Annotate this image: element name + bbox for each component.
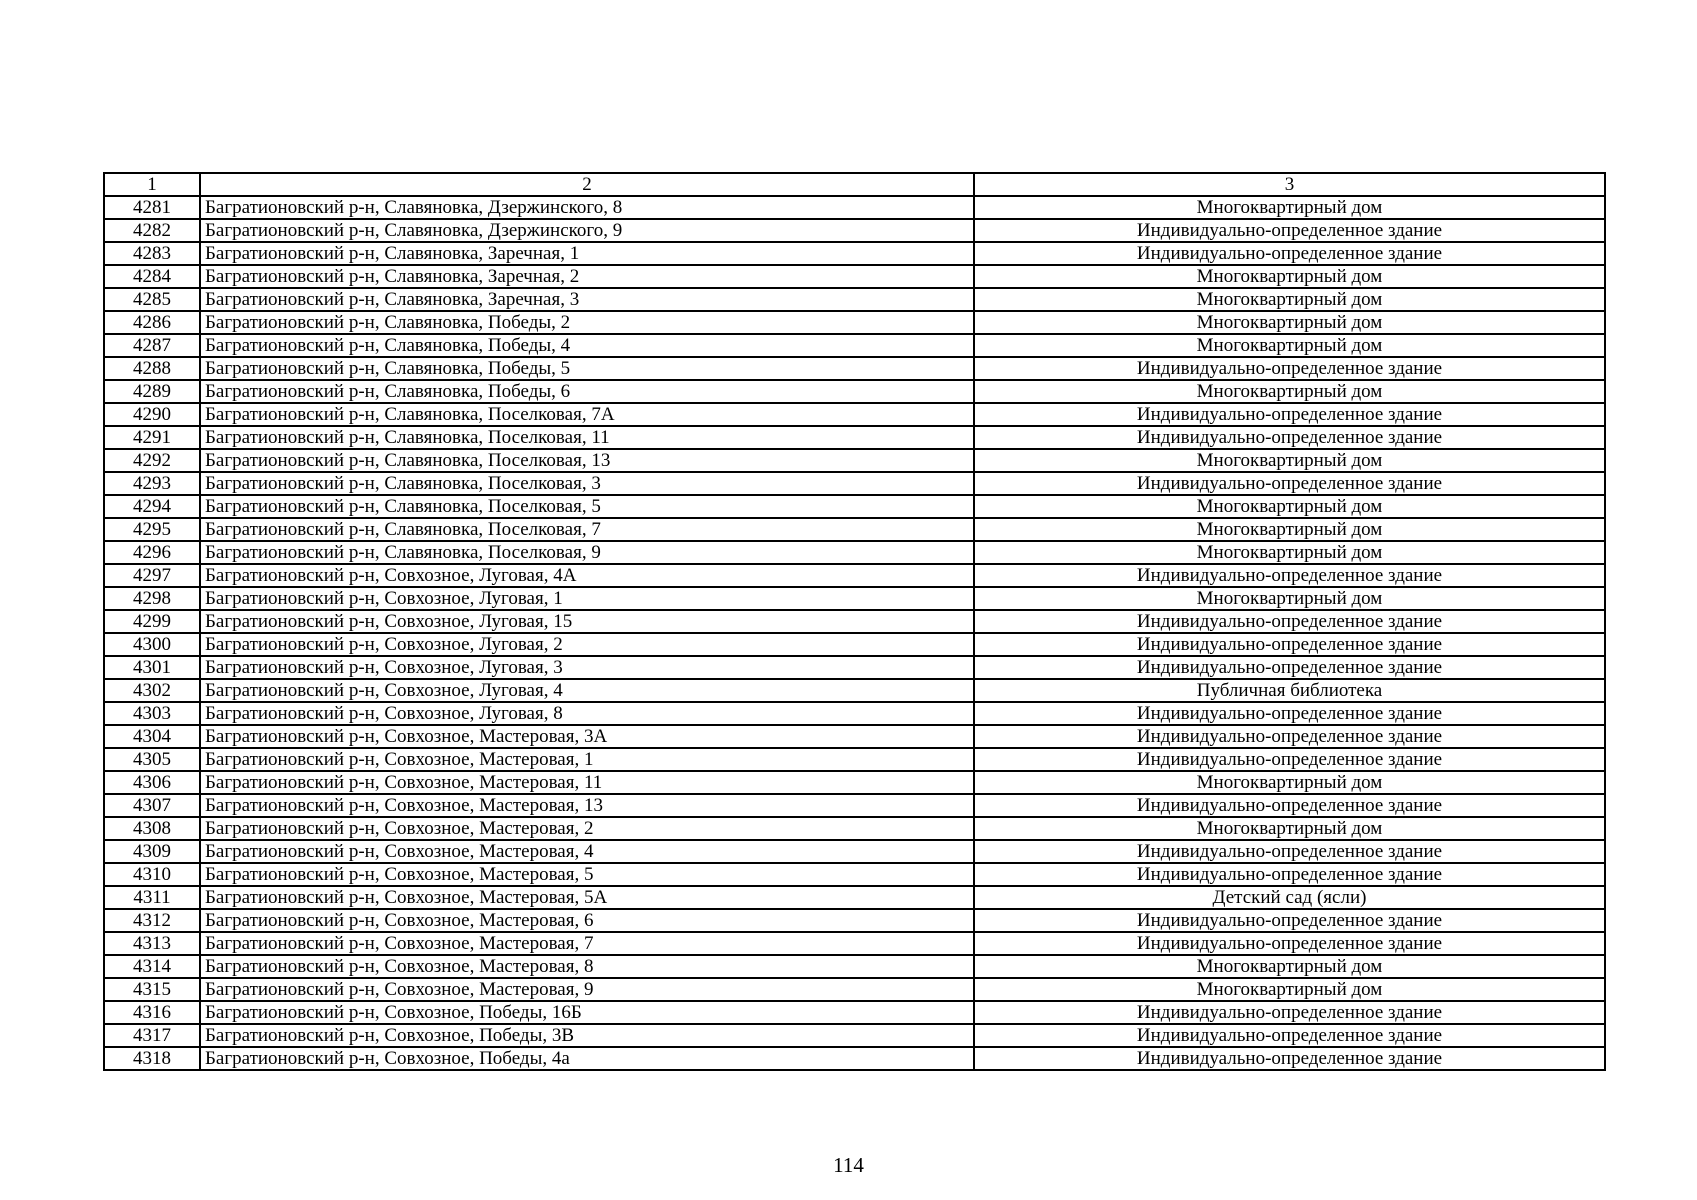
row-object-type: Индивидуально-определенное здание — [974, 909, 1605, 932]
table-row — [104, 656, 1605, 679]
row-number: 4290 — [104, 403, 200, 426]
table-row — [104, 403, 1605, 426]
row-object-type: Многоквартирный дом — [974, 541, 1605, 564]
table-body — [104, 196, 1605, 1070]
row-number: 4285 — [104, 288, 200, 311]
row-number: 4301 — [104, 656, 200, 679]
row-number: 4292 — [104, 449, 200, 472]
row-address: Багратионовский р-н, Совхозное, Луговая, 15 — [200, 610, 974, 633]
table-row — [104, 334, 1605, 357]
table-row — [104, 380, 1605, 403]
row-address: Багратионовский р-н, Славяновка, Дзержинского, 8 — [200, 196, 974, 219]
table-row — [104, 725, 1605, 748]
table-row — [104, 610, 1605, 633]
row-number: 4302 — [104, 679, 200, 702]
row-address: Багратионовский р-н, Славяновка, Победы, 4 — [200, 334, 974, 357]
row-object-type: Индивидуально-определенное здание — [974, 863, 1605, 886]
table-row — [104, 242, 1605, 265]
row-number: 4282 — [104, 219, 200, 242]
row-object-type: Многоквартирный дом — [974, 955, 1605, 978]
table-row — [104, 1047, 1605, 1070]
row-object-type: Многоквартирный дом — [974, 587, 1605, 610]
header-row — [104, 173, 1605, 196]
row-number: 4299 — [104, 610, 200, 633]
table-row — [104, 932, 1605, 955]
table-row — [104, 196, 1605, 219]
row-address: Багратионовский р-н, Совхозное, Луговая, 8 — [200, 702, 974, 725]
row-address: Багратионовский р-н, Совхозное, Мастеровая, 6 — [200, 909, 974, 932]
row-number: 4297 — [104, 564, 200, 587]
row-object-type: Индивидуально-определенное здание — [974, 633, 1605, 656]
header-col-1: 1 — [104, 173, 200, 196]
table-row — [104, 1024, 1605, 1047]
row-object-type: Индивидуально-определенное здание — [974, 1024, 1605, 1047]
row-object-type: Многоквартирный дом — [974, 311, 1605, 334]
table-row — [104, 748, 1605, 771]
row-number: 4287 — [104, 334, 200, 357]
row-number: 4289 — [104, 380, 200, 403]
row-object-type: Индивидуально-определенное здание — [974, 219, 1605, 242]
header-col-2: 2 — [200, 173, 974, 196]
table-row — [104, 518, 1605, 541]
table-row — [104, 702, 1605, 725]
row-address: Багратионовский р-н, Славяновка, Заречная, 3 — [200, 288, 974, 311]
row-address: Багратионовский р-н, Совхозное, Мастеровая, 11 — [200, 771, 974, 794]
row-object-type: Индивидуально-определенное здание — [974, 748, 1605, 771]
row-number: 4317 — [104, 1024, 200, 1047]
row-object-type: Многоквартирный дом — [974, 449, 1605, 472]
table-row — [104, 909, 1605, 932]
row-object-type: Индивидуально-определенное здание — [974, 656, 1605, 679]
row-number: 4309 — [104, 840, 200, 863]
row-object-type: Индивидуально-определенное здание — [974, 357, 1605, 380]
row-address: Багратионовский р-н, Совхозное, Мастеровая, 8 — [200, 955, 974, 978]
registry-table — [103, 172, 1606, 1071]
row-object-type: Многоквартирный дом — [974, 518, 1605, 541]
row-number: 4288 — [104, 357, 200, 380]
row-address: Багратионовский р-н, Славяновка, Поселковая, 13 — [200, 449, 974, 472]
row-address: Багратионовский р-н, Совхозное, Мастеровая, 5А — [200, 886, 974, 909]
table-row — [104, 288, 1605, 311]
row-address: Багратионовский р-н, Славяновка, Заречная, 1 — [200, 242, 974, 265]
row-address: Багратионовский р-н, Совхозное, Мастеровая, 5 — [200, 863, 974, 886]
table-row — [104, 817, 1605, 840]
row-object-type: Многоквартирный дом — [974, 771, 1605, 794]
row-address: Багратионовский р-н, Совхозное, Мастеровая, 1 — [200, 748, 974, 771]
row-address: Багратионовский р-н, Славяновка, Поселковая, 9 — [200, 541, 974, 564]
page-number: 114 — [833, 1153, 864, 1177]
table-row — [104, 495, 1605, 518]
row-object-type: Индивидуально-определенное здание — [974, 610, 1605, 633]
table-row — [104, 541, 1605, 564]
row-number: 4304 — [104, 725, 200, 748]
row-number: 4314 — [104, 955, 200, 978]
row-address: Багратионовский р-н, Совхозное, Победы, 3В — [200, 1024, 974, 1047]
table-row — [104, 426, 1605, 449]
row-object-type: Многоквартирный дом — [974, 817, 1605, 840]
row-number: 4284 — [104, 265, 200, 288]
table-row — [104, 978, 1605, 1001]
row-address: Багратионовский р-н, Совхозное, Мастеровая, 2 — [200, 817, 974, 840]
row-address: Багратионовский р-н, Совхозное, Мастеровая, 13 — [200, 794, 974, 817]
row-object-type: Многоквартирный дом — [974, 265, 1605, 288]
row-address: Багратионовский р-н, Славяновка, Поселковая, 3 — [200, 472, 974, 495]
table-row — [104, 219, 1605, 242]
row-object-type: Индивидуально-определенное здание — [974, 932, 1605, 955]
row-address: Багратионовский р-н, Славяновка, Поселковая, 7 — [200, 518, 974, 541]
row-object-type: Индивидуально-определенное здание — [974, 794, 1605, 817]
row-address: Багратионовский р-н, Совхозное, Луговая, 2 — [200, 633, 974, 656]
table-row — [104, 863, 1605, 886]
row-number: 4294 — [104, 495, 200, 518]
row-address: Багратионовский р-н, Славяновка, Поселковая, 5 — [200, 495, 974, 518]
row-address: Багратионовский р-н, Славяновка, Победы, 5 — [200, 357, 974, 380]
row-number: 4316 — [104, 1001, 200, 1024]
row-address: Багратионовский р-н, Славяновка, Победы, 2 — [200, 311, 974, 334]
row-number: 4286 — [104, 311, 200, 334]
row-address: Багратионовский р-н, Славяновка, Поселковая, 11 — [200, 426, 974, 449]
row-object-type: Многоквартирный дом — [974, 196, 1605, 219]
row-address: Багратионовский р-н, Совхозное, Луговая, 3 — [200, 656, 974, 679]
row-address: Багратионовский р-н, Совхозное, Мастеровая, 3А — [200, 725, 974, 748]
row-object-type: Публичная библиотека — [974, 679, 1605, 702]
row-address: Багратионовский р-н, Совхозное, Мастеровая, 9 — [200, 978, 974, 1001]
table-row — [104, 1001, 1605, 1024]
table-row — [104, 449, 1605, 472]
row-number: 4306 — [104, 771, 200, 794]
row-object-type: Индивидуально-определенное здание — [974, 564, 1605, 587]
row-number: 4310 — [104, 863, 200, 886]
row-address: Багратионовский р-н, Совхозное, Луговая, 4 — [200, 679, 974, 702]
row-object-type: Индивидуально-определенное здание — [974, 725, 1605, 748]
row-object-type: Индивидуально-определенное здание — [974, 403, 1605, 426]
table-row — [104, 840, 1605, 863]
table-row — [104, 771, 1605, 794]
table-row — [104, 564, 1605, 587]
table-row — [104, 587, 1605, 610]
row-object-type: Многоквартирный дом — [974, 288, 1605, 311]
table-row — [104, 472, 1605, 495]
row-address: Багратионовский р-н, Совхозное, Победы, 16Б — [200, 1001, 974, 1024]
header-col-3: 3 — [974, 173, 1605, 196]
row-object-type: Индивидуально-определенное здание — [974, 472, 1605, 495]
row-address: Багратионовский р-н, Славяновка, Заречная, 2 — [200, 265, 974, 288]
row-address: Багратионовский р-н, Славяновка, Поселковая, 7А — [200, 403, 974, 426]
table-row — [104, 357, 1605, 380]
row-number: 4293 — [104, 472, 200, 495]
row-address: Багратионовский р-н, Совхозное, Мастеровая, 7 — [200, 932, 974, 955]
row-address: Багратионовский р-н, Совхозное, Луговая, 4А — [200, 564, 974, 587]
row-number: 4298 — [104, 587, 200, 610]
row-number: 4313 — [104, 932, 200, 955]
row-number: 4312 — [104, 909, 200, 932]
row-object-type: Многоквартирный дом — [974, 495, 1605, 518]
row-object-type: Индивидуально-определенное здание — [974, 702, 1605, 725]
table-row — [104, 679, 1605, 702]
row-address: Багратионовский р-н, Совхозное, Мастеровая, 4 — [200, 840, 974, 863]
row-object-type: Детский сад (ясли) — [974, 886, 1605, 909]
row-object-type: Многоквартирный дом — [974, 380, 1605, 403]
row-address: Багратионовский р-н, Совхозное, Победы, 4а — [200, 1047, 974, 1070]
row-number: 4283 — [104, 242, 200, 265]
row-address: Багратионовский р-н, Совхозное, Луговая, 1 — [200, 587, 974, 610]
row-number: 4305 — [104, 748, 200, 771]
table-row — [104, 886, 1605, 909]
table-header — [104, 173, 1605, 196]
row-number: 4308 — [104, 817, 200, 840]
row-number: 4300 — [104, 633, 200, 656]
table-row — [104, 633, 1605, 656]
row-object-type: Индивидуально-определенное здание — [974, 840, 1605, 863]
row-object-type: Индивидуально-определенное здание — [974, 242, 1605, 265]
table-row — [104, 265, 1605, 288]
table-row — [104, 311, 1605, 334]
row-number: 4315 — [104, 978, 200, 1001]
row-number: 4291 — [104, 426, 200, 449]
row-object-type: Индивидуально-определенное здание — [974, 1047, 1605, 1070]
row-number: 4295 — [104, 518, 200, 541]
row-number: 4318 — [104, 1047, 200, 1070]
row-number: 4311 — [104, 886, 200, 909]
row-object-type: Индивидуально-определенное здание — [974, 1001, 1605, 1024]
row-object-type: Многоквартирный дом — [974, 334, 1605, 357]
table-row — [104, 955, 1605, 978]
table-row — [104, 794, 1605, 817]
row-number: 4281 — [104, 196, 200, 219]
row-number: 4303 — [104, 702, 200, 725]
row-object-type: Многоквартирный дом — [974, 978, 1605, 1001]
row-number: 4296 — [104, 541, 200, 564]
row-address: Багратионовский р-н, Славяновка, Дзержинского, 9 — [200, 219, 974, 242]
row-address: Багратионовский р-н, Славяновка, Победы, 6 — [200, 380, 974, 403]
row-number: 4307 — [104, 794, 200, 817]
row-object-type: Индивидуально-определенное здание — [974, 426, 1605, 449]
